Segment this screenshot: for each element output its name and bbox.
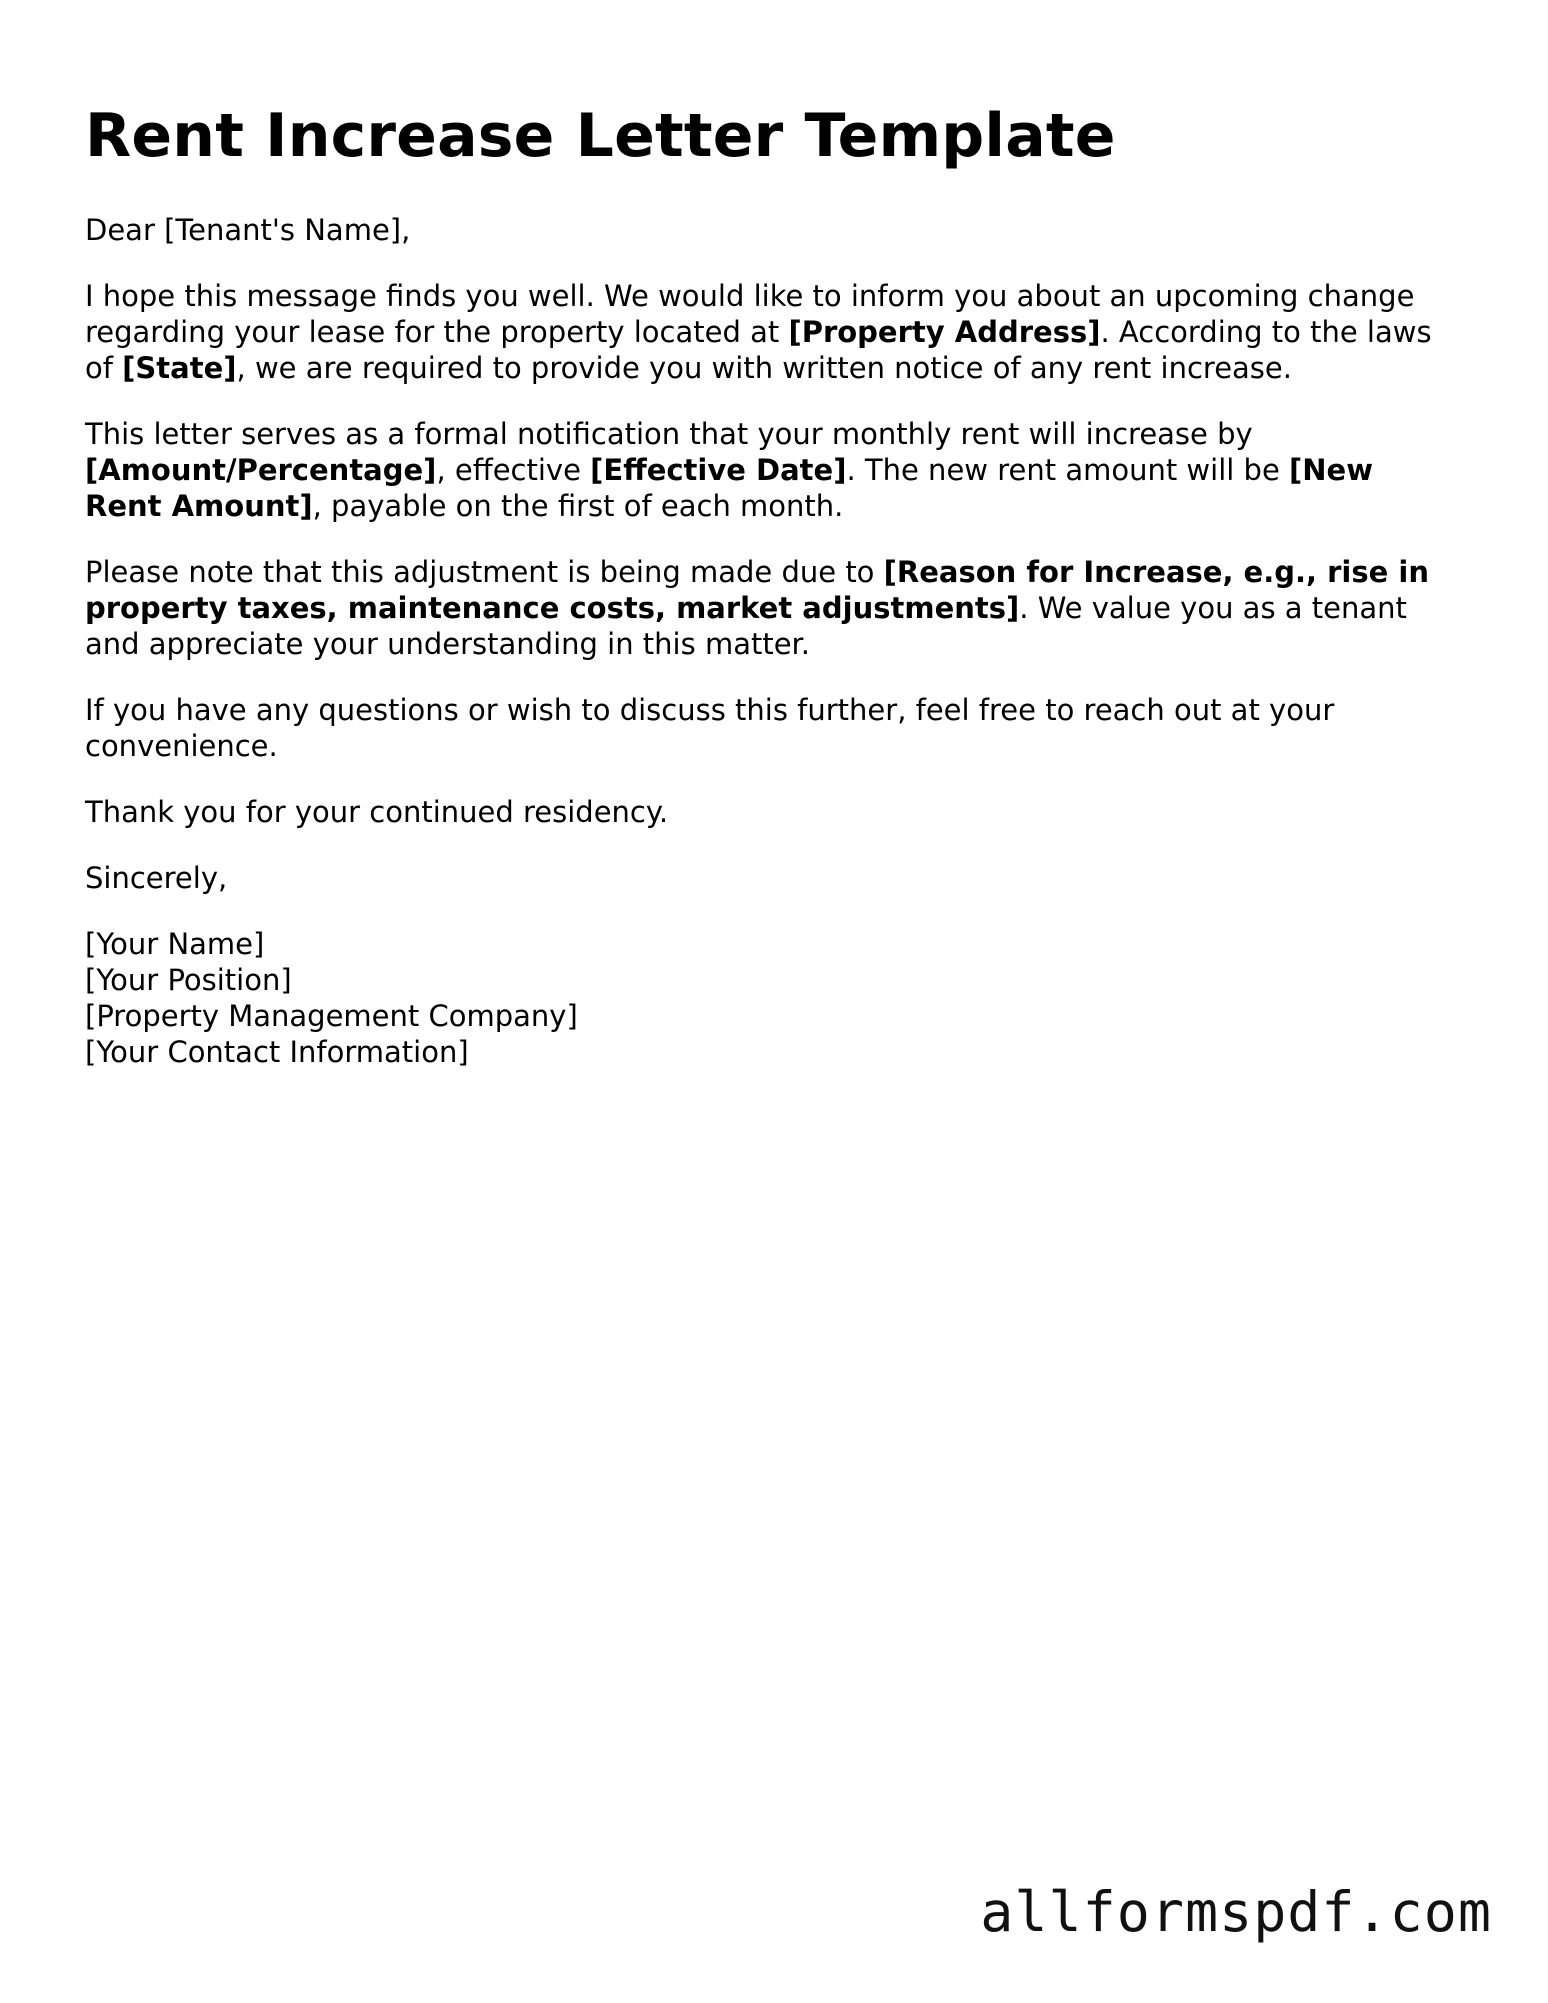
paragraph-thanks: Thank you for your continued residency. — [85, 795, 669, 829]
paragraph-text: , payable on the first of each month. — [312, 489, 844, 523]
paragraph-notification — [85, 416, 1455, 524]
signature-company: [Property Management Company] — [85, 999, 578, 1033]
placeholder-new-rent: [New Rent Amount] — [85, 453, 1373, 523]
placeholder-reason: [Reason for Increase, e.g., rise in property taxes, maintenance costs, market adjustments] — [85, 555, 1429, 625]
paragraph-text: , we are required to provide you with written notice of any rent increase. — [236, 351, 1292, 385]
placeholder-amount: [Amount/Percentage] — [85, 453, 437, 487]
letter-document — [85, 100, 1455, 1100]
paragraph-text: . According to the laws of — [85, 315, 1432, 385]
paragraph-text: This letter serves as a formal notification that your monthly rent will increase by — [85, 417, 1253, 451]
paragraph-text: Please note that this adjustment is being made due to — [85, 555, 884, 589]
page-title: Rent Increase Letter Template — [85, 101, 1116, 171]
placeholder-state: [State] — [122, 351, 237, 385]
watermark: allformspdf.com — [980, 1880, 1492, 1944]
signature-block — [85, 926, 1455, 1070]
placeholder-effective-date: [Effective Date] — [590, 453, 847, 487]
paragraph-intro — [85, 278, 1455, 386]
greeting: Dear [Tenant's Name], — [85, 213, 411, 247]
signature-name: [Your Name] — [85, 927, 265, 961]
paragraph-text: , effective — [436, 453, 591, 487]
signature-contact: [Your Contact Information] — [85, 1035, 469, 1069]
paragraph-questions: If you have any questions or wish to discuss this further, feel free to reach out at your convenience. — [85, 693, 1335, 763]
paragraph-reason — [85, 554, 1455, 662]
paragraph-text: . We value you as a tenant and appreciate your understanding in this matter. — [85, 591, 1407, 661]
placeholder-property-address: [Property Address] — [788, 315, 1101, 349]
paragraph-text: I hope this message finds you well. We would like to inform you about an upcoming change regarding your lease for the property located at — [85, 279, 1415, 349]
paragraph-text: . The new rent amount will be — [846, 453, 1290, 487]
signature-position: [Your Position] — [85, 963, 292, 997]
closing: Sincerely, — [85, 861, 228, 895]
